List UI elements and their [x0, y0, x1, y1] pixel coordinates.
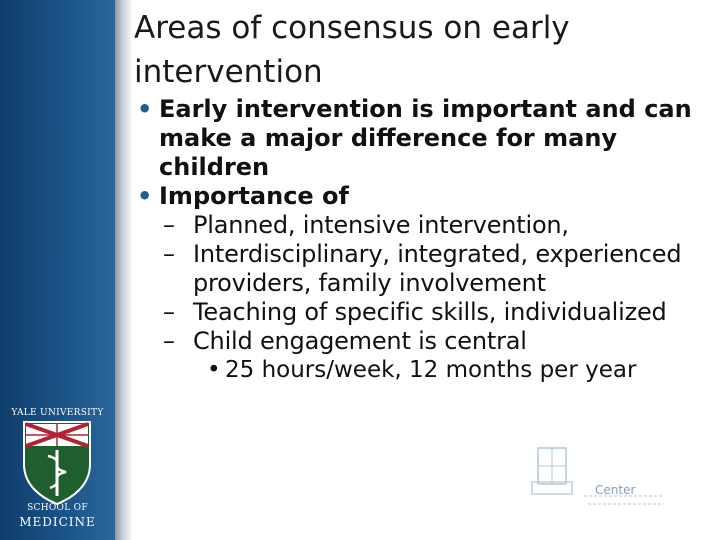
sub-bullet-text: Interdisciplinary, integrated, experienced providers, family involvement: [193, 240, 682, 297]
logo-university-text: YALE UNIVERSITY: [11, 408, 104, 418]
dash-icon: –: [163, 240, 175, 268]
bullet-dot-icon: •: [137, 182, 153, 210]
sub-bullet-item: [135, 327, 715, 356]
sub-bullet-item: [135, 240, 715, 298]
bullet-item: [135, 182, 715, 211]
bullet-text: Early intervention is important and can make a major difference for many children: [159, 95, 692, 181]
yale-shield-icon: [20, 420, 94, 506]
dash-icon: –: [163, 298, 175, 326]
dash-icon: –: [163, 211, 175, 239]
sub-bullet-text: Child engagement is central: [193, 327, 527, 355]
bullet-dot-icon: •: [137, 95, 153, 123]
child-study-center-watermark-icon: [524, 442, 704, 522]
sub-bullet-text: Planned, intensive intervention,: [193, 211, 569, 239]
slide-content: [135, 95, 715, 385]
sub-bullet-item: [135, 298, 715, 327]
sub-bullet-text: Teaching of specific skills, individualized: [193, 298, 667, 326]
sub-sub-bullet-item: [135, 356, 715, 385]
logo-school-text: SCHOOL OF: [27, 503, 88, 513]
slide-title: Areas of consensus on early intervention: [134, 10, 570, 90]
sidebar-gradient-edge: [115, 0, 133, 540]
dash-icon: –: [163, 327, 175, 355]
bullet-item: [135, 95, 715, 182]
sub-bullet-item: [135, 211, 715, 240]
sub-sub-bullet-text: 25 hours/week, 12 months per year: [225, 357, 637, 383]
logo-medicine-text: MEDICINE: [19, 515, 96, 529]
bullet-dot-icon: •: [207, 357, 221, 383]
bullet-text: Importance of: [159, 182, 349, 210]
watermark-center-text: Center: [595, 483, 636, 497]
